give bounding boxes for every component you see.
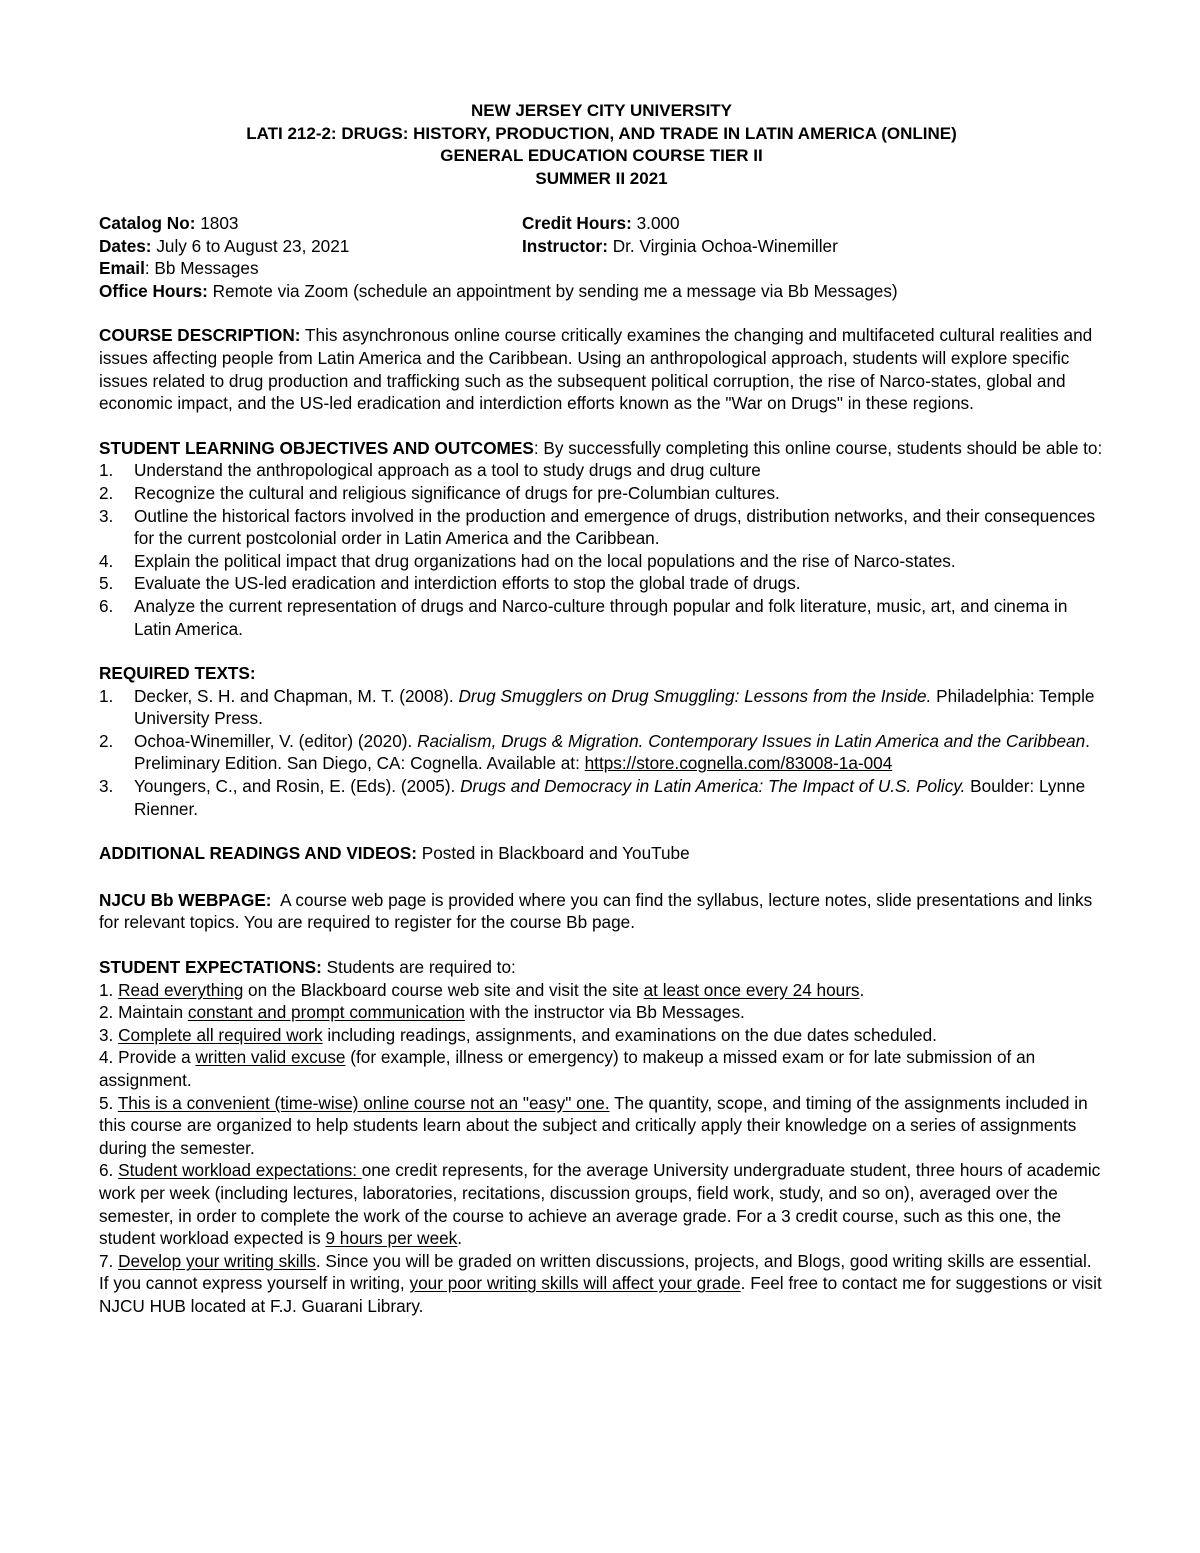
list-item: 4. Provide a written valid excuse (for example, illness or emergency) to makeup a missed exam or for late submission of an assignment. [99,1047,1036,1090]
section-heading: NJCU Bb WEBPAGE: [99,889,272,910]
list-item: 5. This is a convenient (time-wise) online course not an "easy" one. The quantity, scope, and timing of the assignments included in this course are organized to help students learn about the subject and critically apply their knowledge on a series of assignments during the semester. [99,1092,1088,1158]
list-item: 3. Complete all required work including readings, assignments, and examinations on the due dates scheduled. [99,1024,937,1045]
list-item: 1. Decker, S. H. and Chapman, M. T. (2008). Drug Smugglers on Drug Smuggling: Lessons from the Inside. Philadelphia: Temple University Press. [99,685,1095,729]
course-info [99,212,1104,302]
section-heading: STUDENT EXPECTATIONS: [99,957,322,978]
required-texts [99,662,1104,820]
catalog-number: Catalog No: 1803 [99,213,239,233]
section-heading: REQUIRED TEXTS: [99,663,256,684]
course-description [99,324,1104,414]
university-name: NEW JERSEY CITY UNIVERSITY [470,101,733,120]
section-heading: COURSE DESCRIPTION: [99,325,301,346]
syllabus-page [99,100,1104,1318]
bb-webpage: NJCU Bb WEBPAGE: A course web page is provided where you can find the syllabus, lecture notes, slide presentations and links for relevant topics. You are required to register for the course Bb page. [99,889,1093,933]
student-expectations: STUDENT EXPECTATIONS: Students are required to: 1. Read everything on the Blackboard course web site and visit the site at least once every 24 hours. 2. Maintain constant and prompt communication with the instructor via Bb Messages. 3. Complete all required work including readings, assignments, and examinations on the due dates scheduled. 4. Provide a written valid excuse (for example, illness or emergency) to makeup a missed exam or for late submission of an assignment. 5. This is a convenient (time-wise) online course not an "easy" one. The quantity, scope, and timing of the assignments included in this course are organized to help students learn about the subject and critically apply their knowledge on a series of assignments during the semester. 6. Student workload expectations: one credit represents, for the average University undergraduate student, three hours of academic work per week (including lectures, laboratories, recitations, discussion groups, field work, study, and so on), averaged over the semester, in order to complete the work of the course to achieve an average grade. For a 3 credit course, such as this one, the student workload expected is 9 hours per week. 7. Develop your writing skills. Since you will be graded on written discussions, projects, and Blogs, good writing skills are essential. If you cannot express yourself in writing, your poor writing skills will affect your grade. Feel free to contact me for suggestions or visit NJCU HUB located at F.J. Guarani Library. [99,956,1104,1318]
additional-readings: ADDITIONAL READINGS AND VIDEOS: Posted in Blackboard and YouTube [99,843,690,864]
email: Email: Bb Messages [99,258,259,279]
instructor: Instructor: Dr. Virginia Ochoa-Winemiller [522,235,838,256]
section-heading: STUDENT LEARNING OBJECTIVES AND OUTCOMES [99,437,534,458]
list-item: 3. Outline the historical factors involved in the production and emergence of drugs, distribution networks, and their consequences for the current postcolonial order in Latin America and the Caribbean. [99,505,1096,549]
list-item: 2. Recognize the cultural and religious significance of drugs for pre-Columbian cultures. [99,482,780,503]
list-item: 5. Evaluate the US-led eradication and interdiction efforts to stop the global trade of drugs. [99,573,801,594]
list-item: 1. Read everything on the Blackboard course web site and visit the site at least once every 24 hours. [99,979,865,1000]
course-term: SUMMER II 2021 [535,168,668,188]
course-tier: GENERAL EDUCATION COURSE TIER II [440,146,763,165]
office-hours: Office Hours: Remote via Zoom (schedule an appointment by sending me a message via Bb Messages) [99,280,898,301]
objectives-list [99,459,1104,640]
section-heading: ADDITIONAL READINGS AND VIDEOS: [99,843,417,864]
course-title: LATI 212-2: DRUGS: HISTORY, PRODUCTION, AND TRADE IN LATIN AMERICA (ONLINE) [246,123,957,143]
list-item: 2. Ochoa-Winemiller, V. (editor) (2020). Racialism, Drugs & Migration. Contemporary Issues in Latin America and the Caribbean. Preliminary Edition. San Diego, CA: Cognella. Available at: https://store.cognella.com/83008-1a-004 [99,730,1090,774]
list-item: 6. Analyze the current representation of drugs and Narco-culture through popular and folk literature, music, art, and cinema in Latin America. [99,595,1068,639]
list-item: 2. Maintain constant and prompt communication with the instructor via Bb Messages. [99,1002,745,1023]
learning-objectives [99,437,1104,640]
objectives-intro: : By successfully completing this online course, students should be able to: [533,437,1103,458]
list-item: 4. Explain the political impact that drug organizations had on the local populations and the rise of Narco-states. [99,550,956,571]
list-item: 6. Student workload expectations: one credit represents, for the average University undergraduate student, three hours of academic work per week (including lectures, laboratories, recitations, discussion groups, field work, study, and so on), averaged over the semester, in order to complete the work of the course to achieve an average grade. For a 3 credit course, such as this one, the student workload expected is 9 hours per week. [99,1160,1101,1249]
list-item: 1. Understand the anthropological approach as a tool to study drugs and drug culture [99,460,761,481]
description-text: This asynchronous online course critically examines the changing and multifaceted cultural realities and issues affecting people from Latin America and the Caribbean. Using an anthropological approach, students will explore specific issues related to drug production and trafficking such as the subsequent political corruption, the rise of Narco-states, global and economic impact, and the US-led eradication and interdiction efforts known as the "War on Drugs" in these regions. [99,325,1093,414]
course-dates: Dates: July 6 to August 23, 2021 [99,235,350,256]
texts-list [99,685,1104,821]
list-item: 3. Youngers, C., and Rosin, E. (Eds). (2005). Drugs and Democracy in Latin America: The Impact of U.S. Policy. Boulder: Lynne Rienner. [99,776,1086,819]
list-item: 7. Develop your writing skills. Since you will be graded on written discussions, projects, and Blogs, good writing skills are essential. If you cannot express yourself in writing, your poor writing skills will affect your grade. Feel free to contact me for suggestions or visit NJCU HUB located at F.J. Guarani Library. [99,1250,1102,1316]
document-header [99,100,1104,190]
credit-hours: Credit Hours: 3.000 [522,213,680,233]
cognella-link[interactable]: https://store.cognella.com/83008-1a-004 [584,753,893,774]
